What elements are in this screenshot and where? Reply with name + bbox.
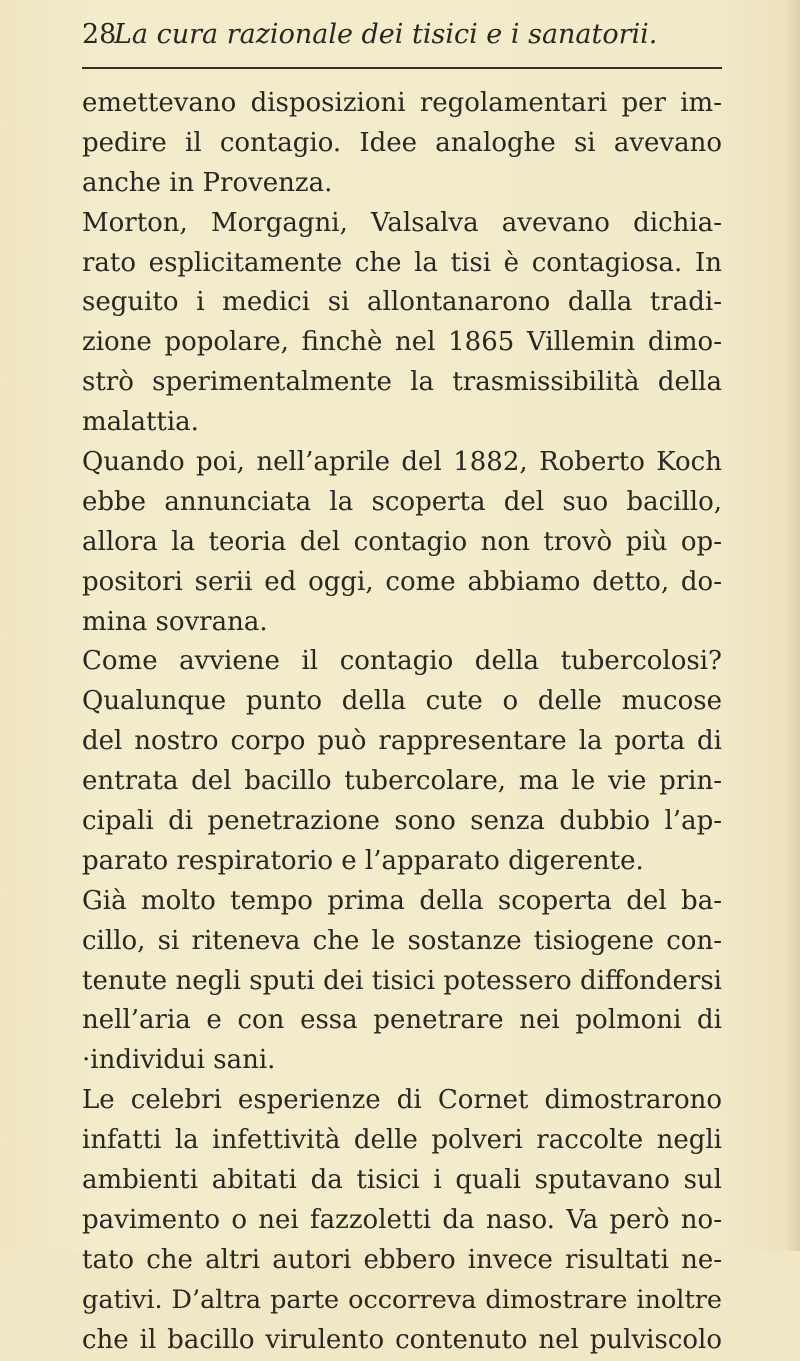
text-line: Qualunque punto della cute o delle mucose (82, 686, 722, 717)
running-title: La cura razionale dei tisici e i sanatorii. (114, 19, 658, 50)
text-line: Come avviene il contagio della tubercolosi? (82, 646, 722, 677)
text-line: zione popolare, finchè nel 1865 Villemin dimo- (82, 327, 722, 358)
text-line: allora la teoria del contagio non trovò più op- (82, 526, 722, 557)
text-line: pedire il contagio. Idee analoghe si avevano (82, 127, 722, 158)
text-line: malattia. (82, 407, 199, 438)
text-line: cillo, si riteneva che le sostanze tisiogene con- (82, 925, 722, 956)
text-line: emettevano disposizioni regolamentari per im- (82, 88, 722, 118)
text-line: strò sperimentalmente la trasmissibilità della (82, 367, 722, 398)
text-line: infatti la infettività delle polveri raccolte negli (82, 1125, 722, 1156)
text-line: entrata del bacillo tubercolare, ma le vie prin- (82, 766, 722, 797)
text-line: cipali di penetrazione sono senza dubbio l’ap- (82, 806, 722, 837)
text-line: ambienti abitati da tisici i quali sputavano sul (82, 1165, 722, 1196)
text-line: ·individui sani. (82, 1045, 276, 1076)
text-line: ebbe annunciata la scoperta del suo bacillo, (82, 486, 722, 517)
text-line: che il bacillo virulento contenuto nel pulviscolo (82, 1324, 722, 1355)
text-line: pavimento o nei fazzoletti da naso. Va però no- (82, 1204, 722, 1235)
text-line: tato che altri autori ebbero invece risultati ne- (82, 1244, 722, 1275)
text-line: Morton, Morgagni, Valsalva avevano dichia- (82, 207, 722, 238)
text-line: Le celebri esperienze di Cornet dimostrarono (82, 1085, 722, 1116)
text-line: mina sovrana. (82, 606, 268, 637)
text-line: parato respiratorio e l’apparato digerente. (82, 845, 644, 876)
text-line: nell’aria e con essa penetrare nei polmoni di (82, 1005, 722, 1036)
page-header (82, 14, 722, 56)
text-line: anche in Provenza. (82, 167, 333, 198)
text-line: Già molto tempo prima della scoperta del ba- (82, 885, 722, 916)
text-line: seguito i medici si allontanarono dalla tradi- (82, 287, 722, 318)
page-number: 28 (82, 19, 117, 50)
text-line: del nostro corpo può rappresentare la porta di (82, 726, 722, 757)
body-text (82, 84, 722, 1361)
text-line: positori serii ed oggi, come abbiamo detto, do- (82, 566, 722, 597)
text-line: gativi. D’altra parte occorreva dimostrare inoltre (82, 1284, 722, 1315)
header-rule (82, 67, 722, 69)
text-line: Quando poi, nell’aprile del 1882, Roberto Koch (82, 447, 722, 478)
text-line: rato esplicitamente che la tisi è contagiosa. In (82, 247, 722, 278)
text-line: tenute negli sputi dei tisici potessero diffondersi (82, 965, 722, 996)
page-edge-shadow (786, 0, 800, 1251)
